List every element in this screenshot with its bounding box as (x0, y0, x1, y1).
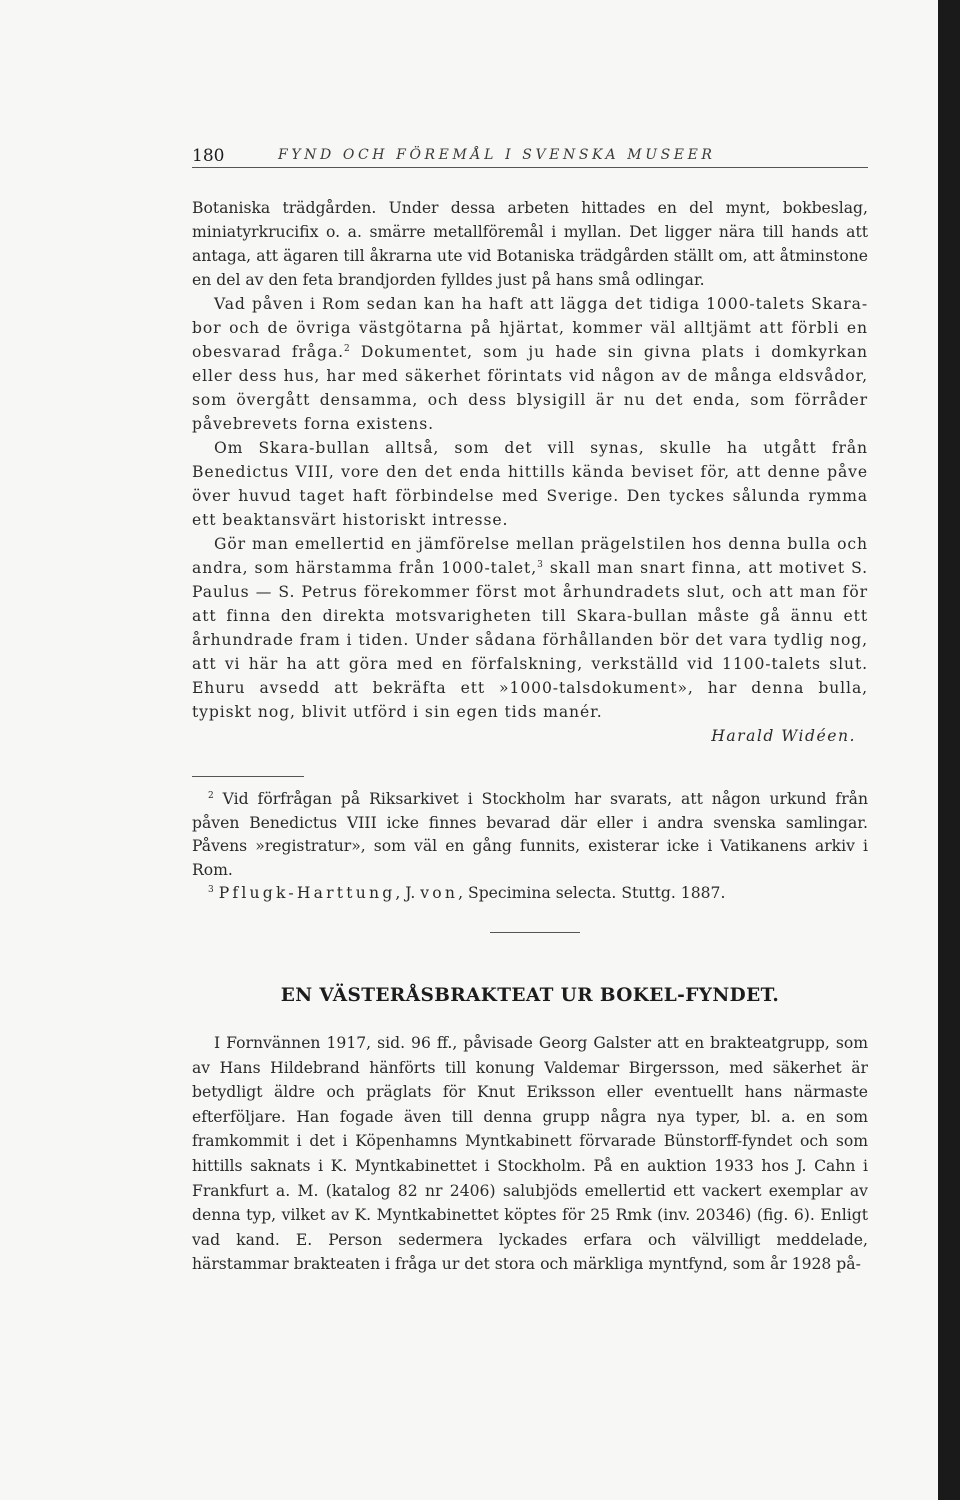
page-number: 180 (192, 146, 225, 166)
scan-border (938, 0, 960, 1500)
section-divider (490, 932, 580, 933)
footnote-3-von: von (420, 884, 459, 902)
footnote-ref-2: 2 (343, 344, 351, 354)
article-paragraph-4 (192, 532, 868, 724)
page-header (192, 142, 868, 168)
footnote-3-author: Pflugk-Harttung (218, 884, 396, 902)
article-body (192, 196, 868, 748)
section-paragraph-1: I Fornvännen 1917, sid. 96 ff., påvisade Georg Galster att en brakteatgrupp, som av Hans Hildebrand hänförts till konung Valdemar Birgersson, med säkerhet är betydligt äldre och präglats för Knut Eriksson eller eventuellt hans närmaste efterföljare. Han fogade även till denna grupp några nya typer, bl. a. en som framkommit i det i Köpenhamns Myntkabinett förvarade Bünstorff-fyndet och som hittills saknats i K. Myntkabinettet i Stockholm. På en auktion 1933 hos J. Cahn i Frankfurt a. M. (katalog 82 nr 2406) salubjöds emellertid ett vackert exemplar av denna typ, vilket av K. Myntkabinettet köptes för 25 Rmk (inv. 20346) (fig. 6). Enligt vad kand. E. Person sedermera lyckades erfara och välvilligt meddelade, härstammar brakteaten i fråga ur det stora och märkliga myntfynd, som år 1928 på- (192, 1034, 868, 1274)
article-paragraph-1: Botaniska trädgården. Under dessa arbeten hittades en del mynt, bokbeslag, miniatyrkrucifix o. a. smärre metallföremål i myllan. Det ligger nära till hands att antaga, att ägaren till åkrarna ute vid Botaniska trädgården ställt om, att åtminstone en del av den feta brandjorden fylldes just på hans små odlingar. (192, 199, 868, 289)
author-signature: Harald Widéen. (711, 727, 856, 745)
footnote-2 (192, 788, 868, 882)
footnote-3-rest: , Specimina selecta. Stuttg. 1887. (458, 884, 726, 902)
footnote-3-mark: 3 (208, 885, 214, 895)
section-body (192, 1031, 868, 1277)
footnotes (192, 788, 868, 906)
article-paragraph-3: Om Skara-bullan alltså, som det vill synas, skulle ha utgått från Benedictus VIII, vore den det enda hittills kända beviset för, att denne påve över huvud taget haft förbindelse med Sverige. Den tyckes sålunda rymma ett beaktansvärt historiskt intresse. (192, 439, 868, 529)
article-paragraph-4-text-cont: skall man snart finna, att motivet S. Paulus — S. Petrus förekommer först mot århundradets slut, och att man för att finna den direkta motsvarigheten till Skara-bullan måste gå ännu ett århundrade fram i tiden. Under sådana förhållanden bör det vara tydlig nog, att vi här ha att göra med en förfalskning, verkställd vid 1100-talets slut. Ehuru avsedd att bekräfta ett »1000-talsdokument», har denna bulla, typiskt nog, blivit utförd i sin egen tids manér. (192, 559, 868, 721)
footnote-2-text: Vid förfrågan på Riksarkivet i Stockholm har svarats, att någon urkund från påven Benedictus VIII icke finnes bevarad där eller i andra svenska samlingar. Påvens »registratur», som väl en gång funnits, existerar icke i Vatikanens arkiv i Rom. (192, 790, 868, 879)
section-heading: EN VÄSTERÅSBRAKTEAT UR BOKEL-FYNDET. (280, 985, 780, 1006)
footnote-ref-3: 3 (537, 560, 544, 570)
footnote-2-mark: 2 (208, 791, 214, 801)
running-head: FYND OCH FÖREMÅL I SVENSKA MUSEER (278, 147, 716, 163)
footnote-3 (192, 882, 868, 906)
footnote-rule (192, 776, 304, 777)
article-paragraph-4-text: Gör man emellertid en jämförelse mellan prägelstilen hos denna bulla och andra, som härstamma från 1000-talet, (192, 535, 868, 577)
header-rule (192, 167, 868, 168)
article-paragraph-2-text: Vad påven i Rom sedan kan ha haft att lägga det tidiga 1000-talets Skara-bor och de övriga västgötarna på hjärtat, kommer väl alltjämt att förbli en obesvarad fråga. (192, 295, 868, 361)
article-paragraph-2 (192, 292, 868, 436)
footnote-3-separator: , J. (395, 884, 421, 902)
article-paragraph-2-text-cont: Dokumentet, som ju hade sin givna plats i domkyrkan eller dess hus, har med säkerhet förintats vid någon av de många eldsvådor, som övergått densamma, och dess blysigill är nu det enda, som förråder påvebrevets forna existens. (192, 343, 868, 433)
